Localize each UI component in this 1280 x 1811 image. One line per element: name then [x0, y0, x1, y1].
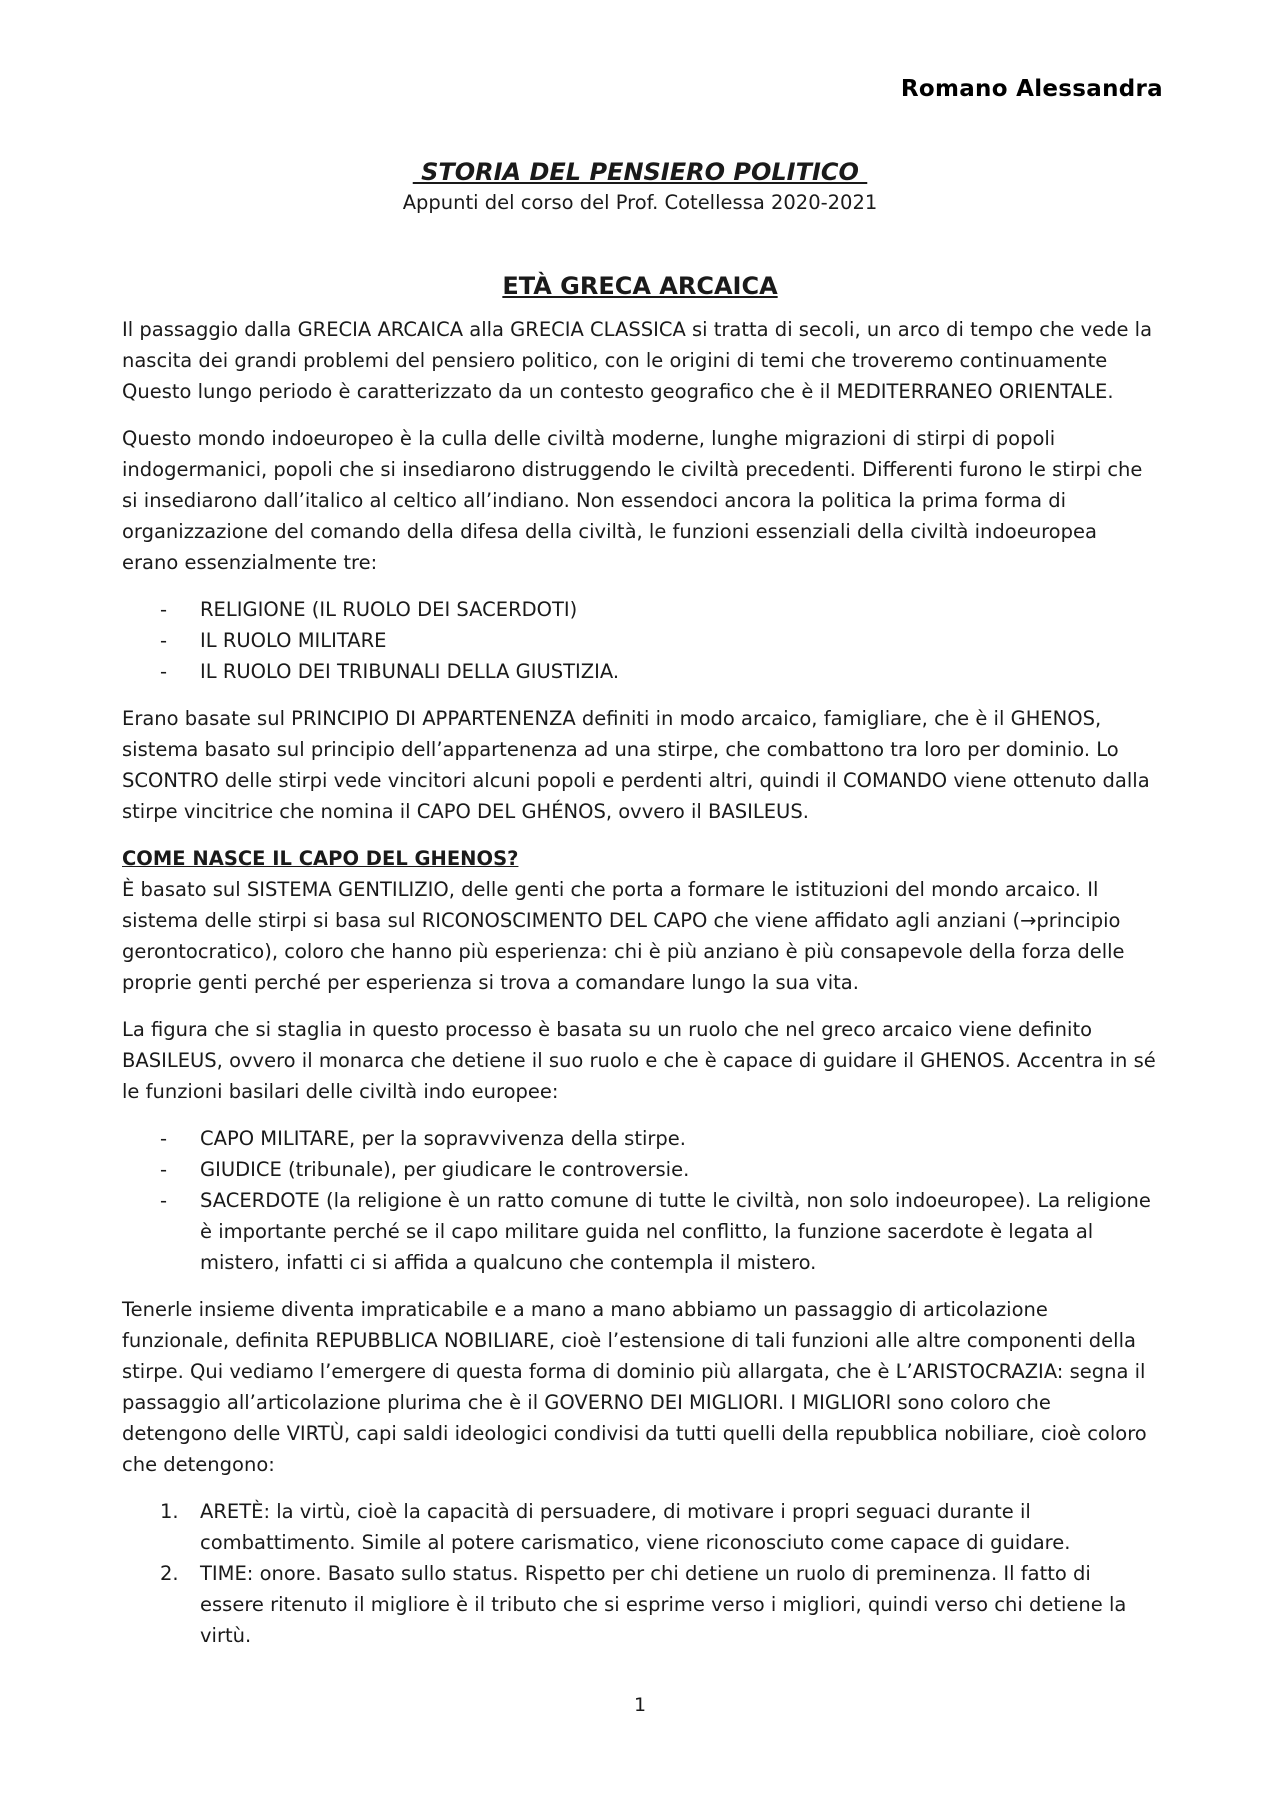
list-item-text: SACERDOTE (la religione è un ratto comune di tutte le civiltà, non solo indoeuropee). La religione è importante perché se il capo militare guida nel conflitto, la funzione sacerdote è legata al mistero, infatti ci si affida a qualcuno che contempla il mistero. — [200, 1189, 1151, 1274]
paragraph-4: È basato sul SISTEMA GENTILIZIO, delle genti che porta a formare le istituzioni del mondo arcaico. Il sistema delle stirpi si basa sul RICONOSCIMENTO DEL CAPO che viene affidato agli anziani (→principio gerontocratico), coloro che hanno più esperienza: chi è più anziano è più consapevole della forza delle proprie genti perché per esperienza si trova a comandare lungo la sua vita. — [122, 878, 1125, 994]
list-item-text: CAPO MILITARE, per la sopravvivenza della stirpe. — [200, 1127, 686, 1150]
page-number: 1 — [633, 1694, 647, 1716]
list-bullet: - — [160, 660, 168, 683]
list-item-text: IL RUOLO MILITARE — [200, 629, 387, 652]
document-subtitle: Appunti del corso del Prof. Cotellessa 2020-2021 — [402, 191, 878, 214]
list-number: 2. — [160, 1562, 179, 1585]
virtues-list — [122, 1496, 1158, 1651]
document-title: STORIA DEL PENSIERO POLITICO — [412, 158, 868, 186]
list-bullet: - — [160, 1158, 168, 1181]
list-bullet: - — [160, 1127, 168, 1150]
functions-list — [122, 594, 1158, 687]
list-item-text: GIUDICE (tribunale), per giudicare le controversie. — [200, 1158, 690, 1181]
basileus-functions-list — [122, 1123, 1158, 1278]
list-item — [122, 1558, 1158, 1651]
paragraph-1: Il passaggio dalla GRECIA ARCAICA alla GRECIA CLASSICA si tratta di secoli, un arco di tempo che vede la nascita dei grandi problemi del pensiero politico, con le origini di temi che troveremo continuamente Questo lungo periodo è caratterizzato da un contesto geografico che è il MEDITERRANEO ORIENTALE. — [122, 318, 1153, 403]
list-item — [122, 1154, 1158, 1185]
list-item-text: TIME: onore. Basato sullo status. Rispetto per chi detiene un ruolo di preminenza. Il fatto di essere ritenuto il migliore è il tributo che si esprime verso i migliori, quindi verso chi detiene la virtù. — [200, 1562, 1127, 1647]
list-item — [122, 656, 1158, 687]
author-name: Romano Alessandra — [900, 76, 1163, 102]
document-body — [122, 156, 1158, 1651]
list-number: 1. — [160, 1500, 179, 1523]
list-bullet: - — [160, 629, 168, 652]
list-item-text: ARETÈ: la virtù, cioè la capacità di persuadere, di motivare i propri seguaci durante il combattimento. Simile al potere carismatico, viene riconosciuto come capace di guidare. — [200, 1500, 1071, 1554]
paragraph-5: La figura che si staglia in questo processo è basata su un ruolo che nel greco arcaico viene definito BASILEUS, ovvero il monarca che detiene il suo ruolo e che è capace di guidare il GHENOS. Accentra in sé le funzioni basilari delle civiltà indo europee: — [122, 1018, 1156, 1103]
list-bullet: - — [160, 1189, 168, 1212]
paragraph-6: Tenerle insieme diventa impraticabile e a mano a mano abbiamo un passaggio di articolazione funzionale, definita REPUBBLICA NOBILIARE, cioè l’estensione di tali funzioni alle altre componenti della stirpe. Qui vediamo l’emergere di questa forma di dominio più allargata, che è L’ARISTOCRAZIA: segna il passaggio all’articolazione plurima che è il GOVERNO DEI MIGLIORI. I MIGLIORI sono coloro che detengono delle VIRTÙ, capi saldi ideologici condivisi da tutti quelli della repubblica nobiliare, cioè coloro che detengono: — [122, 1298, 1147, 1476]
paragraph-2: Questo mondo indoeuropeo è la culla delle civiltà moderne, lunghe migrazioni di stirpi di popoli indogermanici, popoli che si insediarono distruggendo le civiltà precedenti. Differenti furono le stirpi che si insediarono dall’italico al celtico all’indiano. Non essendoci ancora la politica la prima forma di organizzazione del comando della difesa della civiltà, le funzioni essenziali della civiltà indoeuropea erano essenzialmente tre: — [122, 427, 1143, 574]
paragraph-3: Erano basate sul PRINCIPIO DI APPARTENENZA definiti in modo arcaico, famigliare, che è il GHENOS, sistema basato sul principio dell’appartenenza ad una stirpe, che combattono tra loro per dominio. Lo SCONTRO delle stirpi vede vincitori alcuni popoli e perdenti altri, quindi il COMANDO viene ottenuto dalla stirpe vincitrice che nomina il CAPO DEL GHÉNOS, ovvero il BASILEUS. — [122, 707, 1150, 823]
section-title: ETÀ GRECA ARCAICA — [502, 272, 778, 300]
list-item — [122, 1496, 1158, 1558]
subheading: COME NASCE IL CAPO DEL GHENOS? — [122, 847, 519, 870]
list-item — [122, 625, 1158, 656]
list-item — [122, 1123, 1158, 1154]
list-item-text: IL RUOLO DEI TRIBUNALI DELLA GIUSTIZIA. — [200, 660, 620, 683]
list-item — [122, 594, 1158, 625]
list-item-text: RELIGIONE (IL RUOLO DEI SACERDOTI) — [200, 598, 578, 621]
list-bullet: - — [160, 598, 168, 621]
list-item — [122, 1185, 1158, 1278]
